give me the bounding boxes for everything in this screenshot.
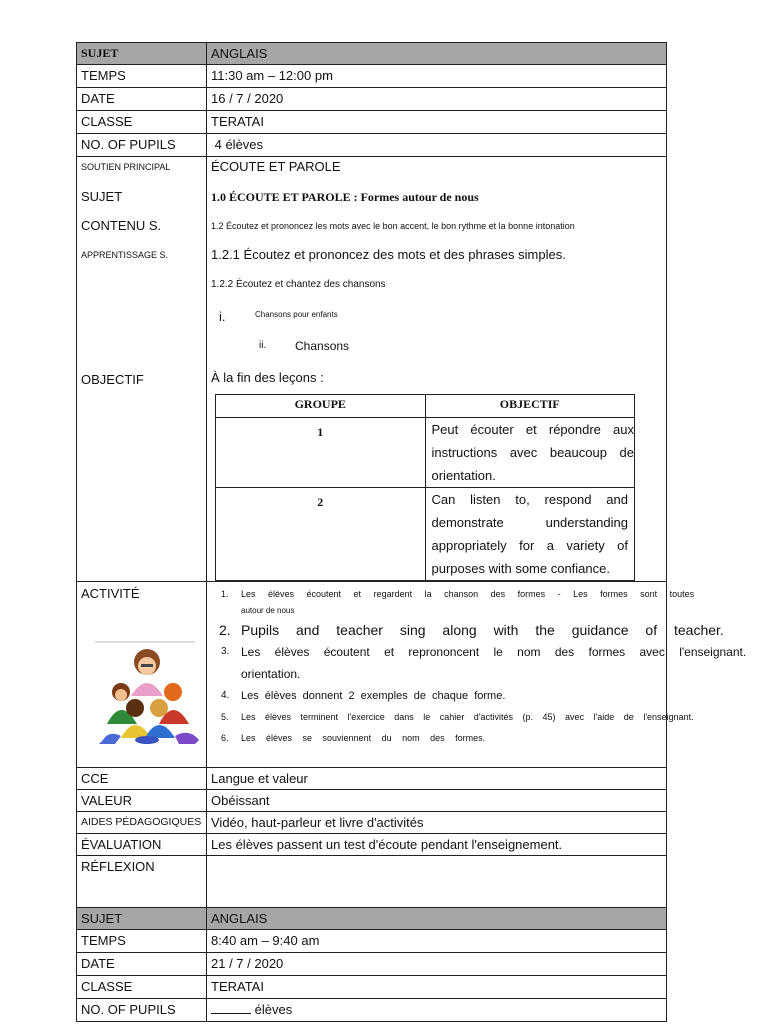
- pupils-value: 4 élèves: [207, 134, 667, 157]
- sub-item-marker: i.: [219, 309, 226, 324]
- class-label: CLASSE: [77, 976, 207, 999]
- row-teaching-aids: [77, 812, 667, 834]
- activity-number: 6.: [221, 733, 229, 743]
- objective-text: Peut écouter et répondre aux instructions avec beaucoup de orientation.: [425, 418, 635, 488]
- row-evaluation: [77, 834, 667, 856]
- class-label: CLASSE: [77, 111, 207, 134]
- row-class-2: [77, 976, 667, 999]
- learning-item-2: 1.2.2 Écoutez et chantez des chansons: [211, 279, 386, 290]
- activity-item: [211, 686, 662, 706]
- children-group-illustration: [95, 640, 207, 744]
- teaching-aids-value: Vidéo, haut-parleur et livre d'activités: [207, 812, 667, 834]
- row-main-details: [77, 157, 667, 582]
- objective-row: [216, 418, 635, 488]
- pupils-value-cell: [207, 999, 667, 1022]
- date-label: DATE: [77, 953, 207, 976]
- row-cce: [77, 768, 667, 790]
- pupils-value: élèves: [251, 1002, 293, 1017]
- song-sub-item-1: [211, 304, 662, 336]
- activity-list-cell: [207, 582, 747, 768]
- row-reflection: [77, 856, 667, 908]
- row-date-2: [77, 953, 667, 976]
- teaching-aids-label: AIDES PÉDAGOGIQUES: [77, 812, 207, 834]
- subject-value: ANGLAIS: [207, 908, 667, 930]
- lesson-plan-document: [76, 42, 747, 1022]
- date-value: 21 / 7 / 2020: [207, 953, 667, 976]
- objective-table: [215, 394, 635, 581]
- activity-text-continued: orientation.: [241, 667, 301, 681]
- objective-label: OBJECTIF: [81, 372, 144, 387]
- objective-text: Can listen to, respond and demonstrate understanding appropriately for a variety of purposes with some confiance.: [425, 488, 635, 581]
- sub-item-text: Chansons pour enfants: [255, 310, 338, 319]
- class-value: TERATAI: [207, 976, 667, 999]
- activity-number: 5.: [221, 712, 229, 722]
- reflection-label: RÉFLEXION: [77, 856, 207, 908]
- pupils-label: NO. OF PUPILS: [77, 999, 207, 1022]
- activity-label: ACTIVITÉ: [81, 586, 140, 601]
- evaluation-label: ÉVALUATION: [77, 834, 207, 856]
- activity-item: [211, 641, 747, 686]
- activity-number: 4.: [221, 690, 230, 701]
- time-value: 8:40 am – 9:40 am: [207, 930, 667, 953]
- details-values: [207, 157, 667, 582]
- value-value: Obéissant: [207, 790, 667, 812]
- main-support-value: ÉCOUTE ET PAROLE: [211, 159, 341, 174]
- topic-label: SUJET: [81, 189, 123, 204]
- details-labels: [77, 157, 207, 582]
- activity-text: Les élèves se souviennent du nom des formes.: [241, 733, 486, 743]
- activity-item: [211, 728, 662, 748]
- objective-intro: À la fin des leçons :: [211, 370, 324, 385]
- sub-item-text: Chansons: [295, 339, 350, 353]
- group-number: 1: [216, 418, 426, 488]
- row-time: [77, 65, 667, 88]
- activity-text: Les élèves écoutent et reprononcent le nom des formes avec l'enseignant.: [241, 645, 747, 659]
- learning-standard-label: APPRENTISSAGE S.: [81, 250, 169, 260]
- row-time-2: [77, 930, 667, 953]
- activity-number: 3.: [221, 646, 230, 657]
- activity-item: [211, 586, 695, 620]
- time-value: 11:30 am – 12:00 pm: [207, 65, 667, 88]
- activity-number: 2.: [219, 622, 231, 638]
- cce-value: Langue et valeur: [207, 768, 667, 790]
- subject-label: SUJET: [77, 908, 207, 930]
- content-standard-label: CONTENU S.: [81, 218, 162, 233]
- value-label: VALEUR: [77, 790, 207, 812]
- activity-text: Pupils and teacher sing along with the guidance of teacher.: [241, 622, 724, 638]
- row-activity: [77, 582, 667, 768]
- subject-value: ANGLAIS: [207, 43, 667, 65]
- group-column-header: GROUPE: [216, 395, 426, 418]
- learning-item-1: 1.2.1 Écoutez et prononcez des mots et des phrases simples.: [211, 247, 566, 262]
- class-value: TERATAI: [207, 111, 667, 134]
- lesson-plan-table: [76, 42, 747, 1022]
- row-date: [77, 88, 667, 111]
- evaluation-value: Les élèves passent un test d'écoute pendant l'enseignement.: [207, 834, 667, 856]
- row-pupils-2: [77, 999, 667, 1022]
- topic-value: 1.0 ÉCOUTE ET PAROLE : Formes autour de nous: [211, 190, 479, 204]
- date-label: DATE: [77, 88, 207, 111]
- cce-label: CCE: [77, 768, 207, 790]
- sub-item-marker: ii.: [259, 340, 267, 351]
- row-subject-2: [77, 908, 667, 930]
- song-sub-item-2: [211, 336, 662, 370]
- group-number: 2: [216, 488, 426, 581]
- objective-column-header: OBJECTIF: [425, 395, 635, 418]
- time-label: TEMPS: [77, 930, 207, 953]
- content-standard-value: 1.2 Écoutez et prononcez les mots avec le bon accent, le bon rythme et la bonne intonation: [211, 221, 575, 231]
- activity-list: [211, 586, 747, 748]
- activity-text: Les élèves donnent 2 exemples de chaque forme.: [241, 690, 506, 702]
- main-support-label: SOUTIEN PRINCIPAL: [81, 162, 171, 172]
- activity-number: 1.: [221, 589, 229, 599]
- activity-text: Les élèves écoutent et regardent la chanson des formes - Les formes sont toutes: [241, 589, 695, 599]
- pupils-label: NO. OF PUPILS: [77, 134, 207, 157]
- activity-item: [211, 706, 694, 728]
- subject-label: SUJET: [77, 43, 207, 65]
- activity-label-cell: [77, 582, 207, 768]
- pupils-count-blank: [211, 1001, 251, 1014]
- objective-header-row: [216, 395, 635, 418]
- row-class: [77, 111, 667, 134]
- activity-text: Les élèves terminent l'exercice dans le cahier d'activités (p. 45) avec l'aide de l'enseignant.: [241, 712, 694, 722]
- objective-row: [216, 488, 635, 581]
- activity-item: [211, 620, 724, 641]
- row-subject: [77, 43, 667, 65]
- row-pupils: [77, 134, 667, 157]
- reflection-value: [207, 856, 667, 908]
- activity-text-continued: autour de nous: [241, 606, 295, 615]
- row-value: [77, 790, 667, 812]
- date-value: 16 / 7 / 2020: [207, 88, 667, 111]
- time-label: TEMPS: [77, 65, 207, 88]
